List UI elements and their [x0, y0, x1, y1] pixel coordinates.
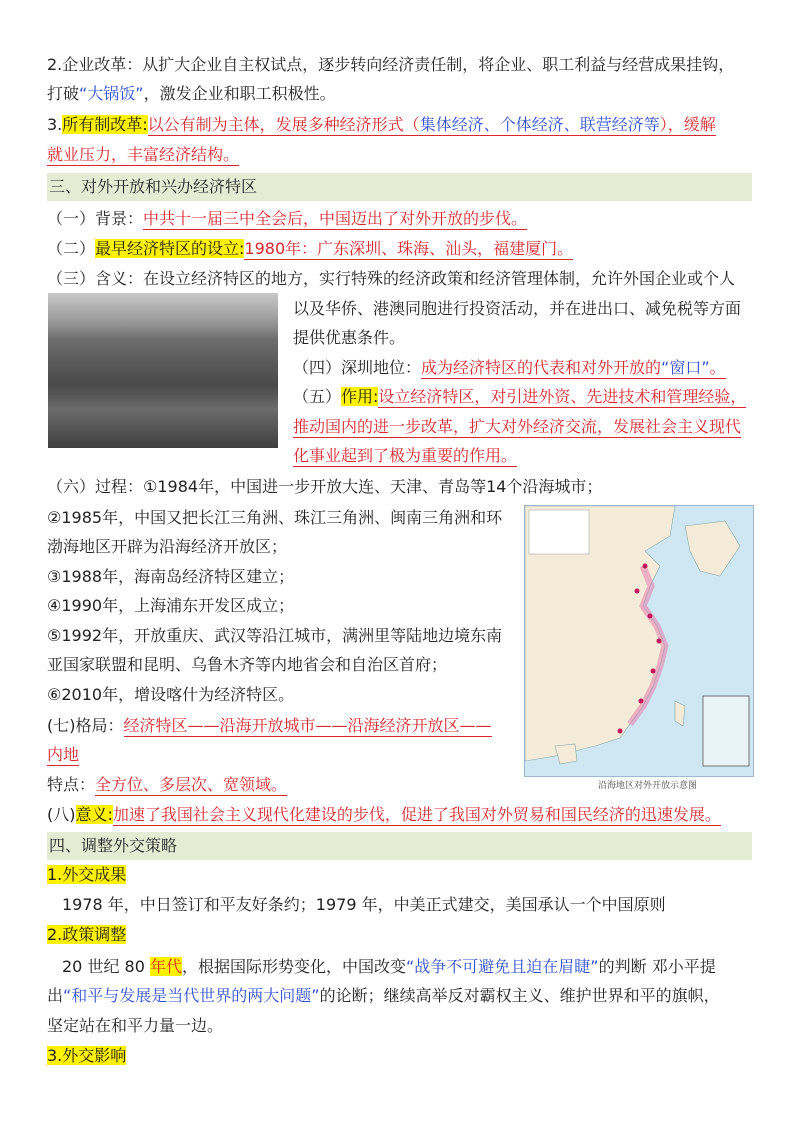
text: 的论断；继续高举反对霸权主义、维护世界和平的旗帜， [319, 986, 720, 1005]
decade-highlight: 年代 [149, 957, 182, 976]
background-text: 中共十一届三中全会后，中国迈出了对外开放的步伐。 [143, 209, 528, 228]
process-step6: ⑥2010年，增设喀什为经济特区。 [47, 685, 295, 704]
layout-text-end: 内地 [47, 745, 80, 764]
ownership-reform-text-cont: 就业压力，丰富经济结构。 [47, 145, 240, 164]
item-number: 3. [47, 115, 63, 134]
policy-adjustment-heading: 2.政策调整 [47, 925, 127, 944]
section-heading-opening: 三、对外开放和兴办经济特区 [47, 173, 752, 201]
policy-line2 [47, 983, 720, 1009]
text: ，激发企业和职工积极性。 [143, 84, 336, 103]
process-step2b: 渤海地区开辟为沿海经济开放区； [47, 537, 288, 556]
layout-label: (七)格局： [47, 716, 124, 735]
first-zones-num: （二） [47, 239, 96, 258]
role-text: 设立经济特区，对引进外资、先进技术和管理经验， [378, 387, 747, 406]
meaning-line3: 提供优惠条件。 [293, 328, 406, 347]
process-step5b: 亚国家联盟和昆明、乌鲁木齐等内地省会和自治区首府； [47, 655, 448, 674]
diplomacy-h2-line [47, 922, 126, 948]
layout-line2 [47, 742, 79, 768]
feature-line [47, 772, 287, 798]
coastal-opening-map [524, 505, 754, 777]
policy-line1 [62, 954, 716, 980]
diplomatic-impact-heading: 3.外交影响 [47, 1046, 127, 1065]
significance-line [47, 802, 721, 828]
feature-label: 特点： [47, 775, 96, 794]
role-num: （五） [293, 387, 342, 406]
text: 出 [47, 986, 64, 1005]
text: 打破 [47, 84, 80, 103]
process-step3: ③1988年，海南岛经济特区建立； [47, 567, 295, 586]
background-label: （一）背景： [47, 209, 144, 228]
process-line: （六）过程：①1984年，中国进一步开放大连、天津、青岛等14个沿海城市； [47, 477, 603, 496]
process-step5a: ⑤1992年，开放重庆、武汉等沿江城市，满洲里等陆地边境东南 [47, 626, 503, 645]
role-line2 [293, 414, 741, 440]
role-text-end: 化事业起到了极为重要的作用。 [293, 446, 518, 465]
meaning-line1: （三）含义：在设立经济特区的地方，实行特殊的经济政策和经济管理体制，允许外国企业或个人 [47, 269, 736, 288]
shenzhen-photo [48, 293, 278, 448]
diplomacy-achievements-heading: 1.外交成果 [47, 865, 127, 884]
policy-line3: 坚定站在和平力量一边。 [47, 1016, 224, 1035]
big-pot-quote: “大锅饭” [79, 84, 144, 103]
layout-line1 [47, 713, 492, 739]
shenzhen-status-line [293, 355, 726, 381]
peace-quote: “和平与发展是当代世界的两大问题” [63, 986, 320, 1005]
role-line1 [293, 384, 746, 410]
ownership-reform-line2 [47, 142, 239, 168]
first-zones-line [47, 236, 573, 262]
text: ，根据国际形势变化，中国改变 [182, 957, 407, 976]
ownership-reform-label: 所有制改革: [62, 115, 148, 134]
first-zones-label: 最早经济特区的设立: [95, 239, 245, 258]
first-zones-text: 1980年：广东深圳、珠海、汕头，福建厦门。 [244, 239, 574, 258]
feature-text: 全方位、多层次、宽领域。 [95, 775, 288, 794]
significance-text: 加速了我国社会主义现代化建设的步伐，促进了我国对外贸易和国民经济的迅速发展。 [112, 805, 721, 824]
diplomacy-achievements-text: 1978 年，中日签订和平友好条约；1979 年，中美正式建交，美国承认一个中国原则 [62, 895, 666, 914]
significance-label: 意义: [75, 805, 113, 824]
enterprise-reform-line1: 2.企业改革：从扩大企业自主权试点，逐步转向经济责任制，将企业、职工利益与经营成果挂钩， [47, 55, 735, 74]
role-label: 作用: [341, 387, 379, 406]
shenzhen-status-label: （四）深圳地位： [293, 358, 422, 377]
significance-num: (八) [47, 805, 76, 824]
meaning-line2: 以及华侨、港澳同胞进行投资活动，并在进出口、减免税等方面 [293, 299, 742, 318]
background-line [47, 206, 527, 232]
section-heading-diplomacy: 四、调整外交策略 [47, 832, 752, 860]
ownership-reform-text: 以公有制为主体，发展多种经济形式（集体经济、个体经济、联营经济等），缓解 [147, 115, 716, 134]
role-line3 [293, 443, 517, 469]
process-step4: ④1990年，上海浦东开发区成立； [47, 596, 295, 615]
map-caption: 沿海地区对外开放示意图 [598, 781, 698, 791]
layout-text: 经济特区——沿海开放城市——沿海经济开放区—— [123, 716, 492, 735]
ownership-reform-line1 [47, 112, 716, 138]
enterprise-reform-line2 [47, 81, 336, 107]
text: 的判断 邓小平提 [598, 957, 716, 976]
role-text-cont: 推动国内的进一步改革，扩大对外经济交流，发展社会主义现代 [293, 417, 742, 436]
map-graphic [525, 506, 753, 776]
diplomacy-h1-line [47, 862, 126, 888]
diplomacy-h3-line [47, 1043, 126, 1069]
text: 20 世纪 80 [62, 957, 150, 976]
shenzhen-status-text: 成为经济特区的代表和对外开放的“窗口”。 [421, 358, 726, 377]
process-step2a: ②1985年，中国又把长江三角洲、珠江三角洲、闽南三角洲和环 [47, 508, 503, 527]
war-quote: “战争不可避免且迫在眉睫” [406, 957, 599, 976]
